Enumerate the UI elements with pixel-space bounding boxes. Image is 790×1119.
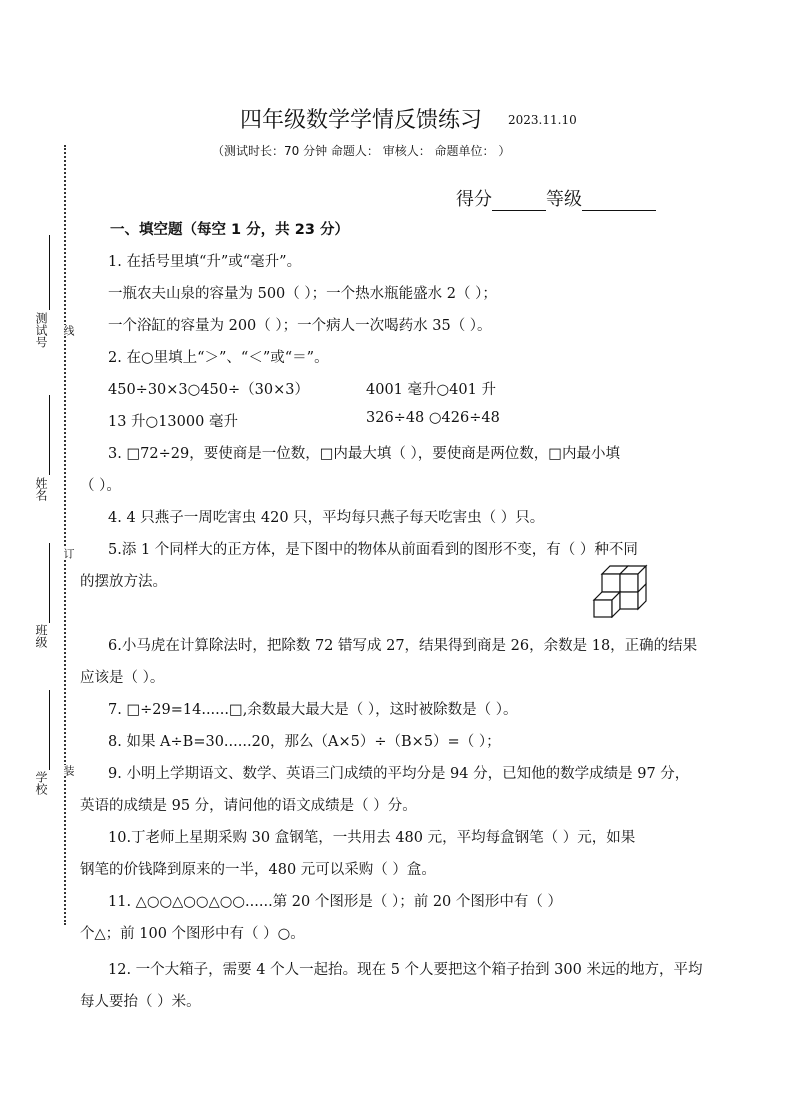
question-1-line-a: 一瓶农夫山泉的容量为 500（ ）；一个热水瓶能盛水 2（ ）； [108, 286, 497, 302]
cut-mark-bind: 订 [62, 548, 75, 559]
question-1-stem: 1. 在括号里填“升”或“毫升”。 [108, 254, 302, 270]
question-10-line-a: 10.丁老师上星期采购 30 盒钢笔，一共用去 480 元，平均每盒钢笔（ ）元，如果 [108, 830, 636, 846]
question-2-stem: 2. 在○里填上“＞”、“＜”或“＝”。 [108, 350, 329, 366]
exam-info: （测试时长：70 分钟 命题人： 审核人： 命题单位： ） [212, 144, 511, 158]
score-grade-row [456, 185, 656, 211]
field-school: 学校 [34, 771, 48, 795]
question-5-line-a: 5.添 1 个同样大的正方体，是下图中的物体从前面看到的图形不变，有（ ）种不同 [108, 542, 638, 558]
question-12-line-a: 12. 一个大箱子，需要 4 个人一起抬。现在 5 个人要把这个箱子抬到 300 米远的地方，平均 [108, 962, 703, 978]
question-1-line-b: 一个浴缸的容量为 200（ ）；一个病人一次喝药水 35（ ）。 [108, 318, 492, 334]
question-10-line-b: 钢笔的价钱降到原来的一半，480 元可以采购（ ）盒。 [80, 862, 436, 878]
question-2-item-a: 450÷30×3○450÷（30×3） [108, 382, 309, 398]
grade-label: 等级 [546, 189, 582, 210]
question-11-line-a: 11. △○○△○○△○○......第 20 个图形是（ ）；前 20 个图形中有（ ） [108, 894, 562, 910]
cube-top-left-front [602, 574, 620, 592]
field-line-class [49, 543, 50, 623]
question-2-item-b: 4001 毫升○401 升 [366, 382, 496, 398]
section-heading: 一、填空题（每空 1 分，共 23 分） [110, 222, 349, 238]
field-line-test-number [49, 235, 50, 310]
question-5-line-b: 的摆放方法。 [80, 574, 167, 590]
cube-stack-figure [592, 562, 648, 618]
question-7: 7. □÷29=14......□,余数最大最大是（ ），这时被除数是（ ）。 [108, 702, 518, 718]
page-title: 四年级数学学情反馈练习 [240, 108, 483, 133]
question-4: 4. 4 只燕子一周吃害虫 420 只，平均每只燕子每天吃害虫（ ）只。 [108, 510, 545, 526]
field-name: 姓名 [34, 477, 48, 501]
cube-top-right-front [620, 574, 638, 592]
field-class: 班级 [34, 624, 48, 648]
question-9-line-a: 9. 小明上学期语文、数学、英语三门成绩的平均分是 94 分，已知他的数学成绩是 97 分， [108, 766, 690, 782]
field-line-name [49, 395, 50, 475]
exam-date: 2023.11.10 [508, 113, 577, 127]
question-6-line-a: 6.小马虎在计算除法时，把除数 72 错写成 27，结果得到商是 26，余数是 18，正确的结果 [108, 638, 698, 654]
binding-dotted-line [64, 145, 66, 925]
cut-mark-line: 线 [62, 325, 75, 336]
question-2-item-c: 13 升○13000 毫升 [108, 414, 238, 430]
score-blank [492, 192, 546, 211]
question-12-line-b: 每人要抬（ ）米。 [80, 994, 201, 1010]
question-8: 8. 如果 A÷B=30......20，那么（A×5）÷（B×5）=（ ）； [108, 734, 501, 750]
question-3-line-a: 3. □72÷29，要使商是一位数，□内最大填（ ），要使商是两位数，□内最小填 [108, 446, 620, 462]
cube-bottom-left-front [594, 600, 612, 617]
question-2-item-d: 326÷48 ○426÷48 [366, 410, 500, 426]
grade-blank [582, 192, 656, 211]
field-line-school [49, 690, 50, 770]
score-label: 得分 [456, 189, 492, 210]
cut-mark-mount: 装 [62, 765, 75, 776]
question-9-line-b: 英语的成绩是 95 分，请问他的语文成绩是（ ）分。 [80, 798, 417, 814]
question-11-line-b: 个△；前 100 个图形中有（ ）○。 [80, 926, 305, 942]
question-3-line-b: （ ）。 [80, 478, 121, 494]
cube-bottom-mid-front [620, 592, 638, 609]
question-6-line-b: 应该是（ ）。 [80, 670, 165, 686]
field-test-number: 测试号 [34, 312, 48, 348]
